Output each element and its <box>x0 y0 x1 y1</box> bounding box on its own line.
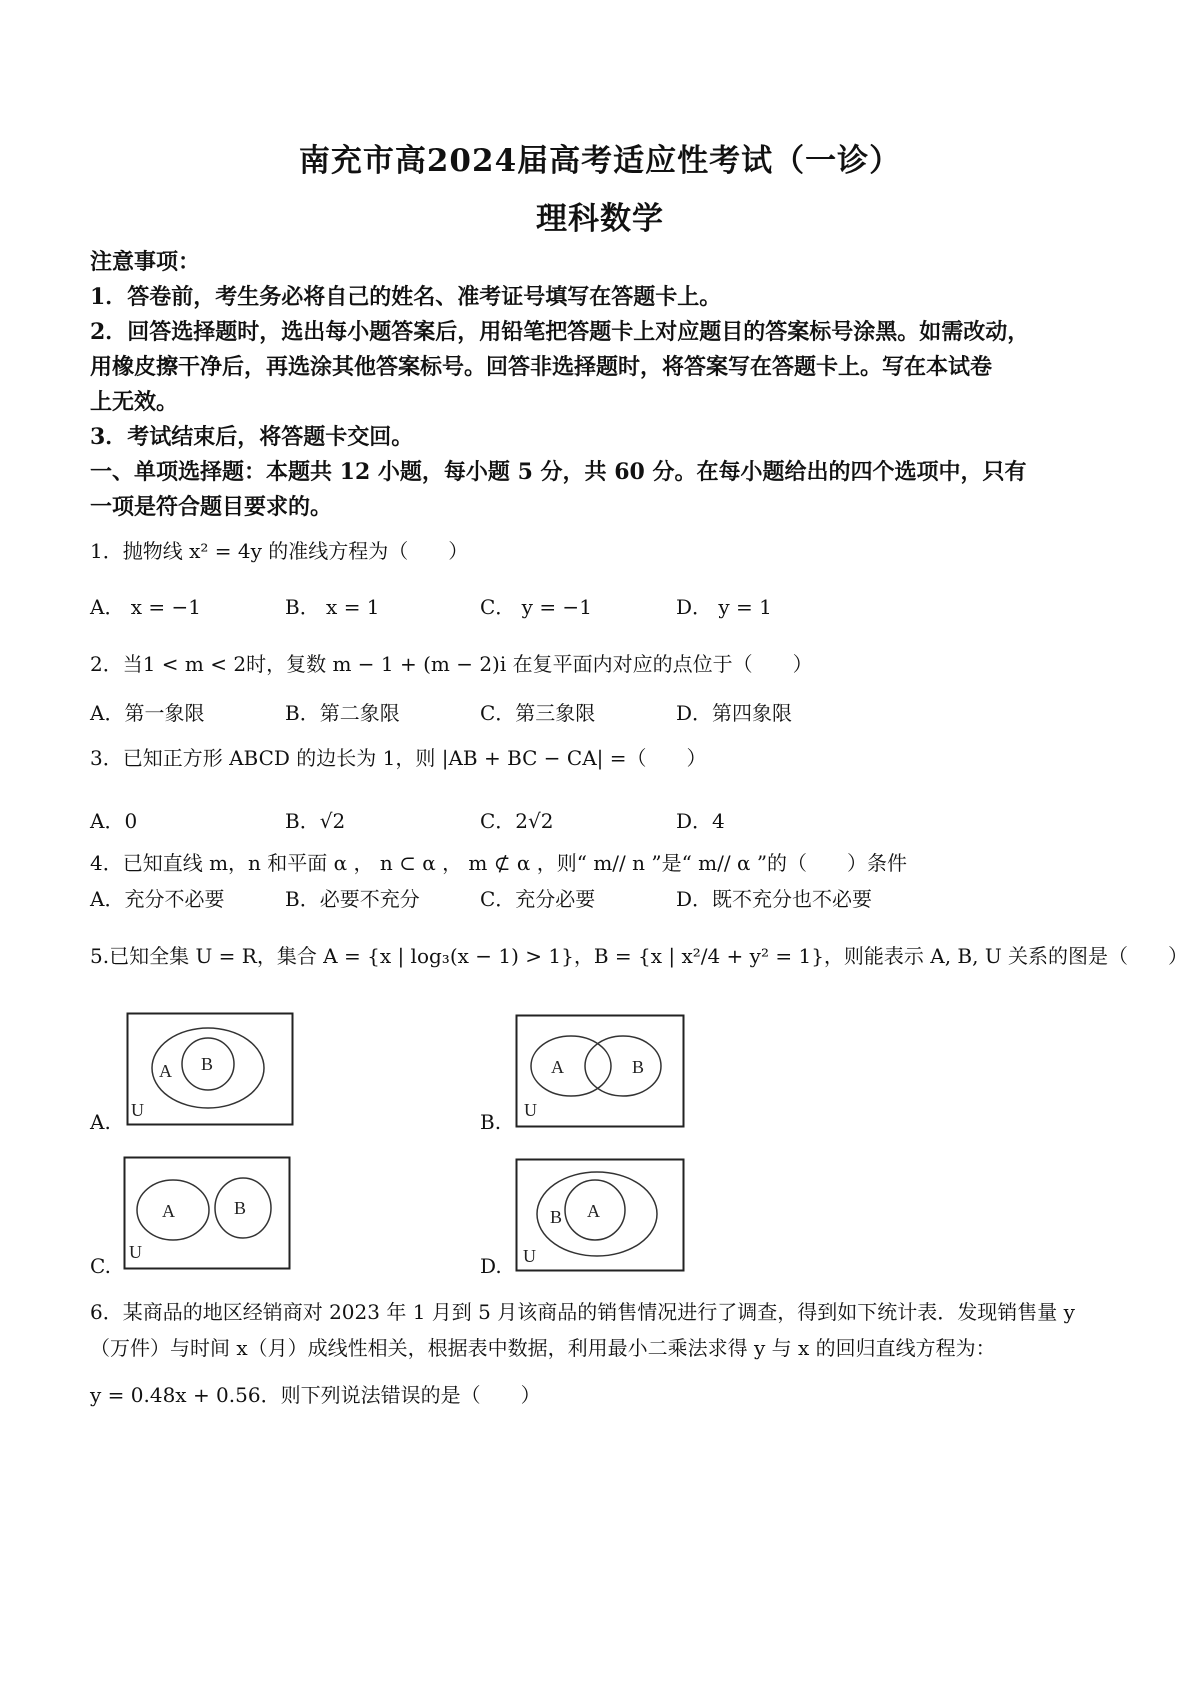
q5-option-b-label: B. <box>480 1110 502 1134</box>
venn-diagram-b <box>515 1014 685 1128</box>
exam-subject: 理科数学 <box>536 201 664 237</box>
venn-b-set-a: A <box>551 1057 564 1077</box>
exam-title: 南充市高2024届高考适应性考试（一诊） <box>298 143 902 179</box>
notes-item-2-line-3: 上无效。 <box>90 389 179 415</box>
venn-c-set-b: B <box>234 1198 247 1218</box>
venn-b-universe: U <box>524 1100 537 1120</box>
q2-option-c: C．第三象限 <box>480 701 596 725</box>
q2-stem: 2．当1 < m < 2时，复数 m − 1 + (m − 2)i 在复平面内对应的点位于（ ） <box>90 652 813 676</box>
q4-option-a: A．充分不必要 <box>90 887 225 911</box>
venn-c-universe: U <box>129 1242 142 1262</box>
q2-option-d: D．第四象限 <box>676 701 793 725</box>
q2-option-a: A．第一象限 <box>90 701 205 725</box>
q1-option-b: B． x = 1 <box>285 595 380 619</box>
notes-item-1: 1．答卷前，考生务必将自己的姓名、准考证号填写在答题卡上。 <box>90 284 722 310</box>
q1-option-d: D． y = 1 <box>676 595 772 619</box>
q6-line-2: （万件）与时间 x（月）成线性相关，根据表中数据，利用最小二乘法求得 y 与 x 的回归直线方程为： <box>90 1336 996 1360</box>
q4-stem: 4．已知直线 m，n 和平面 α ， n ⊂ α ， m ⊄ α ，则“ m// n ”是“ m// α ”的（ ）条件 <box>90 851 908 875</box>
q5-option-d-label: D. <box>480 1254 502 1278</box>
q4-option-c: C．充分必要 <box>480 887 596 911</box>
q5-option-c-label: C. <box>90 1254 111 1278</box>
venn-d-set-b: B <box>550 1207 563 1227</box>
q6-line-1: 6．某商品的地区经销商对 2023 年 1 月到 5 月该商品的销售情况进行了调查，得到如下统计表．发现销售量 y <box>90 1300 1075 1324</box>
venn-a-set-b: B <box>201 1054 214 1074</box>
notes-item-2-line-2: 用橡皮擦干净后，再选涂其他答案标号。回答非选择题时，将答案写在答题卡上。写在本试卷 <box>90 354 993 380</box>
q1-stem: 1．抛物线 x² = 4y 的准线方程为（ ） <box>90 539 469 563</box>
venn-a-set-a: A <box>159 1061 172 1081</box>
venn-diagram-d <box>515 1158 685 1272</box>
notes-heading: 注意事项： <box>90 249 201 275</box>
q3-option-b: B．√2 <box>285 809 346 833</box>
q3-stem: 3．已知正方形 ABCD 的边长为 1，则 |AB + BC − CA| =（ ） <box>90 746 707 770</box>
notes-item-2-line-1: 2．回答选择题时，选出每小题答案后，用铅笔把答题卡上对应题目的答案标号涂黑。如需改动， <box>90 319 1030 345</box>
venn-a-universe: U <box>131 1100 144 1120</box>
q5-stem: 5.已知全集 U = R，集合 A = {x | log₃(x − 1) > 1}，B = {x | x²/4 + y² = 1}，则能表示 A, B, U 关系的图是（ ） <box>90 944 1189 968</box>
q2-option-b: B．第二象限 <box>285 701 400 725</box>
venn-diagram-c <box>123 1156 291 1270</box>
venn-d-universe: U <box>523 1246 536 1266</box>
q4-option-b: B．必要不充分 <box>285 887 420 911</box>
q4-option-d: D．既不充分也不必要 <box>676 887 873 911</box>
venn-diagram-a <box>126 1012 294 1126</box>
notes-item-3: 3．考试结束后，将答题卡交回。 <box>90 424 414 450</box>
q3-option-c: C．2√2 <box>480 809 554 833</box>
q1-option-c: C． y = −1 <box>480 595 592 619</box>
q6-line-3: y = 0.48x + 0.56．则下列说法错误的是（ ） <box>90 1383 541 1407</box>
venn-c-set-a: A <box>162 1201 175 1221</box>
q3-option-d: D．4 <box>676 809 725 833</box>
section-1-line-1: 一、单项选择题：本题共 12 小题，每小题 5 分，共 60 分。在每小题给出的四个选项中，只有 <box>90 459 1027 485</box>
venn-b-set-b: B <box>632 1057 645 1077</box>
section-1-line-2: 一项是符合题目要求的。 <box>90 494 333 520</box>
venn-d-set-a: A <box>587 1201 600 1221</box>
q1-option-a: A． x = −1 <box>90 595 202 619</box>
q3-option-a: A．0 <box>90 809 138 833</box>
q5-option-a-label: A. <box>90 1110 111 1134</box>
